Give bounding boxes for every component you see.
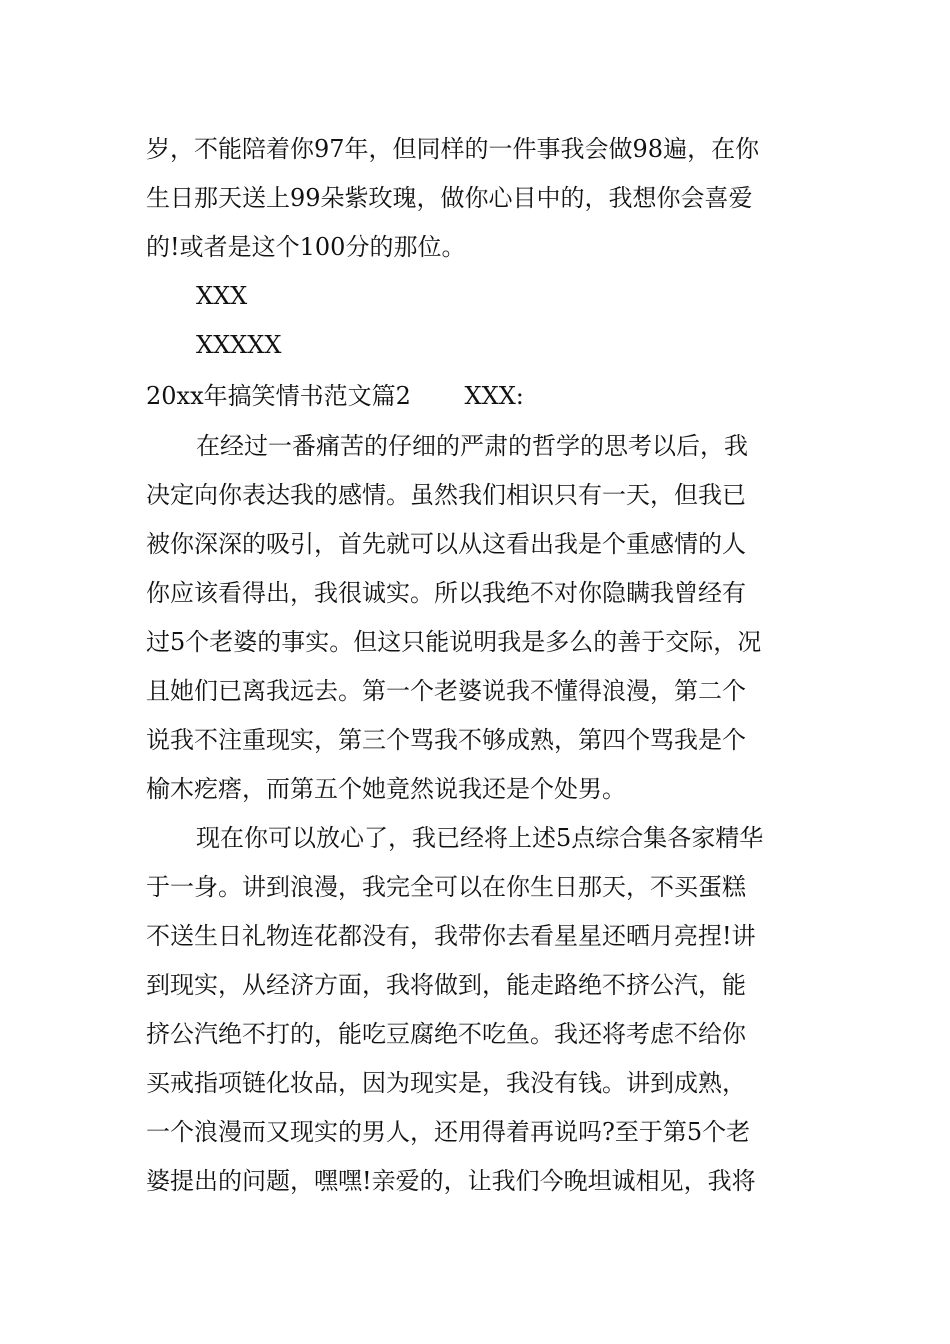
text-line: 说我不注重现实，第三个骂我不够成熟，第四个骂我是个 bbox=[146, 726, 746, 754]
section-heading bbox=[146, 370, 810, 422]
section-title: 20xx年搞笑情书范文篇2 bbox=[146, 382, 411, 410]
text-line: 现在你可以放心了，我已经将上述5点综合集各家精华 bbox=[196, 824, 764, 852]
text-line: 婆提出的问题，嘿嘿!亲爱的，让我们今晚坦诚相见，我将 bbox=[146, 1167, 756, 1195]
text-line: 榆木疙瘩，而第五个她竟然说我还是个处男。 bbox=[146, 775, 626, 803]
text-line: 的!或者是这个100分的那位。 bbox=[146, 233, 466, 261]
letter-greeting: XXX: bbox=[464, 382, 524, 410]
text-line: 且她们已离我远去。第一个老婆说我不懂得浪漫，第二个 bbox=[146, 677, 746, 705]
text-line: 被你深深的吸引，首先就可以从这看出我是个重感情的人 bbox=[146, 530, 746, 558]
text-line: 决定向你表达我的感情。虽然我们相识只有一天，但我已 bbox=[146, 481, 746, 509]
paragraph-continuation bbox=[146, 125, 810, 272]
text-line: 过5个老婆的事实。但这只能说明我是多么的善于交际，况 bbox=[146, 628, 762, 656]
text-line: 一个浪漫而又现实的男人，还用得着再说吗?至于第5个老 bbox=[146, 1118, 751, 1146]
text-line: 生日那天送上99朵紫玫瑰，做你心目中的，我想你会喜爱 bbox=[146, 184, 753, 212]
text-line: 岁，不能陪着你97年，但同样的一件事我会做98遍，在你 bbox=[146, 135, 760, 163]
text-line: 于一身。讲到浪漫，我完全可以在你生日那天，不买蛋糕 bbox=[146, 873, 746, 901]
text-line: 挤公汽绝不打的，能吃豆腐绝不吃鱼。我还将考虑不给你 bbox=[146, 1020, 746, 1048]
text-line: 不送生日礼物连花都没有，我带你去看星星还晒月亮捏!讲 bbox=[146, 922, 756, 950]
text-line: 你应该看得出，我很诚实。所以我绝不对你隐瞒我曾经有 bbox=[146, 579, 746, 607]
text-line: 买戒指项链化妆品，因为现实是，我没有钱。讲到成熟， bbox=[146, 1069, 746, 1097]
document-body bbox=[146, 125, 810, 1206]
text-line: 在经过一番痛苦的仔细的严肃的哲学的思考以后，我 bbox=[196, 432, 748, 460]
paragraph-intro bbox=[146, 422, 810, 814]
text-line: 到现实，从经济方面，我将做到，能走路绝不挤公汽，能 bbox=[146, 971, 746, 999]
paragraph-main bbox=[146, 814, 810, 1206]
signature-line-2: XXXXX bbox=[196, 331, 282, 359]
signature-line-1: XXX bbox=[196, 282, 248, 310]
